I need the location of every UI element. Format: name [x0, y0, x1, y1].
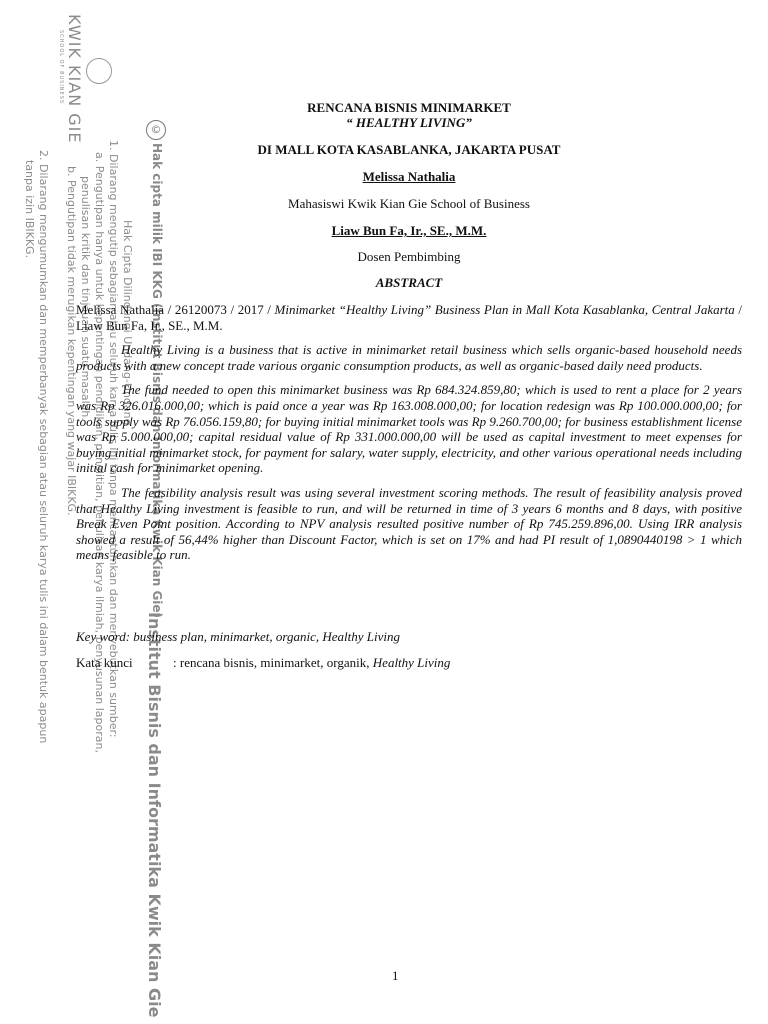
citation-prefix: Melissa Nathalia / 26120073 / 2017 /: [76, 302, 275, 317]
rule-1a-continued: penulisan kritik dan tinjauan suatu masalah.: [79, 176, 92, 421]
keywords-id: [76, 655, 450, 671]
abstract-paragraph-1: Healthy Living is a business that is active in minimarket retail business which sells organic-based household needs products with a new concept trade various organic consumption products, as well as organic-based daily need products.: [76, 342, 742, 373]
copyright-notice: Hak cipta milik IBI KKG (Institut Bisnis dan Informatika Kwik Kian Gie): [150, 143, 164, 619]
doc-title: RENCANA BISNIS MINIMARKET: [307, 100, 511, 115]
advisor-name: Liaw Bun Fa, Ir., SE., M.M.: [331, 223, 487, 238]
author-name: Melissa Nathalia: [362, 169, 456, 184]
citation-advisor: / Liaw Bun Fa, Ir., SE., M.M.: [76, 302, 742, 333]
keywords-id-list: : rencana bisnis, minimarket, organik,: [173, 655, 373, 670]
rule-1: 1. Dilarang mengutip sebagian atau seluruh karya tulis ini tanpa mencantumkan dan menyebutkan sumber:: [107, 140, 120, 738]
author-role: Mahasiswi Kwik Kian Gie School of Business: [288, 196, 530, 211]
rule-2-continued: tanpa izin IBIKKG.: [23, 160, 36, 259]
abstract-paragraph-2: The fund needed to open this minimarket business was Rp 684.324.859,80; which is used to rent a place for 2 years was Rp 326.016.000,00; which is paid once a year was Rp 163.008.000,00; for location redesign was Rp 100.000.000,00; for tools supply was Rp 76.056.159,80; for buying initial minimarket tools was Rp 9.260.700,00; for business establishment license was Rp 5.000.000,00; capital residual value of Rp 331.000.000,00 will be used as capital investment to meet expenses for buying initial minimarket stock, for payment for salary, water supply, electricity, and other various operational needs including initial cash for minimarket opening.: [76, 382, 742, 476]
citation-title: Minimarket “Healthy Living” Business Plan in Mall Kota Kasablanka, Central Jakarta: [274, 302, 735, 317]
keywords-id-label: Kata kunci: [76, 655, 133, 670]
abstract-heading: ABSTRACT: [375, 275, 443, 290]
copyright-icon: ©: [146, 120, 166, 140]
rule-1b: b. Pengutipan tidak merugikan kepentingan yang wajar IBIKKG.: [65, 166, 78, 516]
abstract-paragraph-3: The feasibility analysis result was using several investment scoring methods. The result of feasibility analysis proved that Healthy Living investment is feasible to run, and will be returned in time of 3 years 6 months and 8 days, with positive Break Even Point position. According to NPV analysis resulted positive number of Rp 745.259.896,00. Using IRR analysis showed a result of 56,44% higher than Discount Factor, which is set on 17% and had PI result of 1,0890440198 > 1 which means feasible to run.: [76, 484, 742, 563]
keywords-id-emphasis: Healthy Living: [372, 655, 451, 670]
rule-2: 2. Dilarang mengumumkan dan memperbanyak sebagian atau seluruh karya tulis ini dalam bentuk apapun: [37, 150, 50, 744]
abstract-body: [76, 302, 742, 572]
brand-subtitle: SCHOOL OF BUSINESS: [58, 30, 64, 105]
institution-logo-icon: [86, 58, 112, 84]
page-number: 1: [392, 968, 399, 983]
brand-name: KWIK KIAN GIE: [65, 14, 84, 144]
rule-1a: a. Pengutipan hanya untuk kepentingan pendidikan, penelitian, penulisan karya ilmiah, penyusunan laporan,: [93, 152, 106, 753]
doc-subtitle: “ HEALTHY LIVING”: [346, 115, 472, 130]
doc-location: DI MALL KOTA KASABLANKA, JAKARTA PUSAT: [257, 142, 561, 157]
citation: [76, 302, 742, 333]
institute-name: Institut Bisnis dan Informatika Kwik Kian Gie: [145, 612, 164, 1018]
keywords-en: Key word: business plan, minimarket, organic, Healthy Living: [76, 629, 401, 644]
protected-notice: Hak Cipta Dilindungi Undang-Undang: [121, 220, 134, 426]
advisor-role: Dosen Pembimbing: [357, 249, 461, 264]
